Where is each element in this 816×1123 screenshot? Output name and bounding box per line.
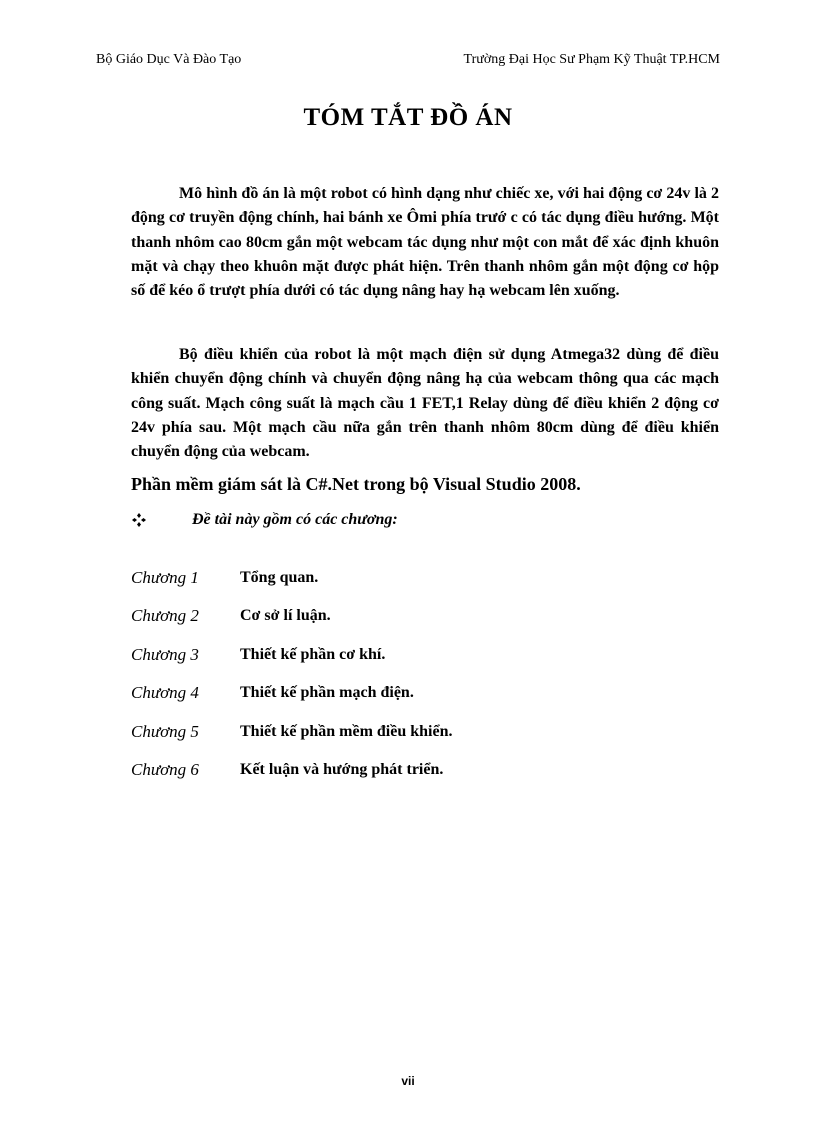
page-number: vii	[401, 1074, 415, 1088]
topic-text: Đề tài này gồm có các chương:	[192, 511, 398, 528]
summary-paragraph-2: Bộ điều khiển của robot là một mạch điện sử dụng Atmega32 dùng để điều khiển chuyển động chính và chuyển động nâng hạ của webcam thông qua các mạch công suất. Mạch công suất là mạch cầu 1 FET,1 Relay dùng để điều khiển 2 động cơ 24v phía sau. Một mạch cầu nữa gắn trên thanh nhôm 80cm dùng để điều khiển chuyển động của webcam.	[131, 346, 719, 461]
chapter-title: Thiết kế phần cơ khí.	[240, 646, 386, 663]
chapter-number: Chương 3	[131, 645, 199, 664]
chapter-number: Chương 5	[131, 722, 199, 741]
chapter-title: Tổng quan.	[240, 569, 319, 586]
chapter-title: Thiết kế phần mềm điều khiển.	[240, 723, 453, 740]
chapter-number: Chương 2	[131, 606, 199, 625]
header-university: Trường Đại Học Sư Phạm Kỹ Thuật TP.HCM	[463, 52, 720, 67]
summary-paragraph-1: Mô hình đồ án là một robot có hình dạng như chiếc xe, với hai động cơ 24v là 2 động cơ truyền động chính, hai bánh xe Ômi phía trướ c có tác dụng điều hướng. Một thanh nhôm cao 80cm gắn một webcam tác dụng như một con mắt để xác định khuôn mặt và chạy theo khuôn mặt được phát hiện. Trên thanh nhôm gắn một động cơ hộp số để kéo ổ trượt phía dưới có tác dụng nâng hay hạ webcam lên xuống.	[131, 185, 719, 300]
four-diamond-bullet-icon	[131, 512, 147, 528]
chapter-title: Kết luận và hướng phát triển.	[240, 761, 444, 778]
chapter-title: Thiết kế phần mạch điện.	[240, 684, 414, 701]
header-ministry: Bộ Giáo Dục Và Đào Tạo	[96, 52, 242, 67]
chapter-number: Chương 4	[131, 683, 199, 702]
chapter-title: Cơ sở lí luận.	[240, 607, 331, 624]
chapter-number: Chương 6	[131, 760, 199, 779]
page-title: TÓM TẮT ĐỒ ÁN	[303, 104, 513, 131]
software-statement: Phần mềm giám sát là C#.Net trong bộ Visual Studio 2008.	[131, 474, 581, 494]
chapter-number: Chương 1	[131, 568, 199, 587]
